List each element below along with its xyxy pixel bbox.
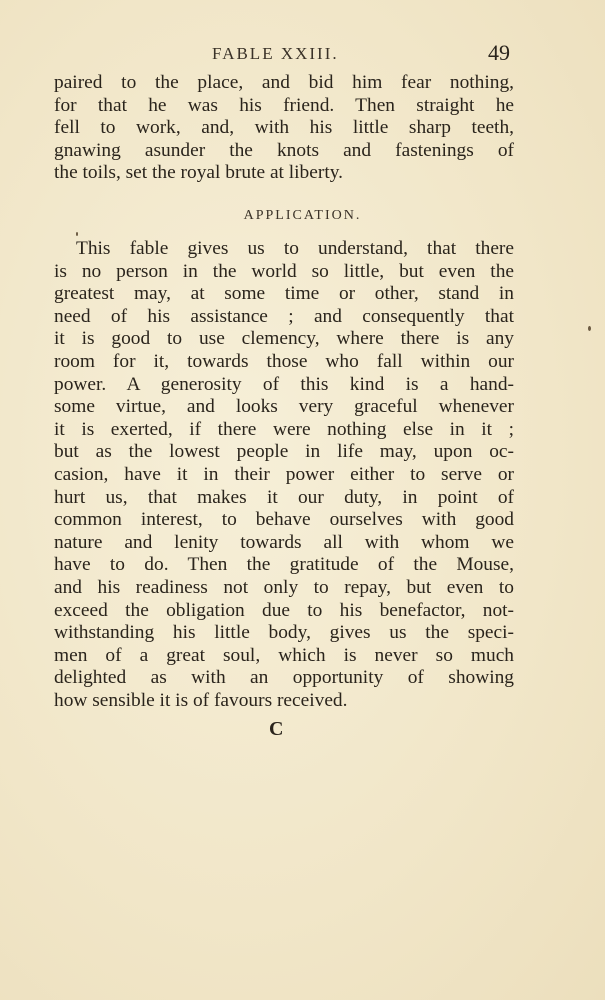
text-line: it is exerted, if there were nothing else in it ; [54,418,514,440]
text-line: This fable gives us to understand, that there [76,238,514,259]
text-line: gnawing asunder the knots and fastenings of [54,139,514,161]
text-line: some virtue, and looks very graceful whenever [54,396,514,418]
text-line: hurt us, that makes it our duty, in point of [54,486,514,508]
text-line: is no person in the world so little, but even the [54,260,514,282]
text-line: men of a great soul, which is never so much [54,644,514,666]
text-line: have to do. Then the gratitude of the Mouse, [54,554,514,576]
text-line: for that he was his friend. Then straight he [54,94,514,116]
text-line: how sensible it is of favours received. [54,689,348,711]
text-line: delighted as with an opportunity of showing [54,667,514,689]
section-heading: APPLICATION. [243,208,362,223]
text-line: exceed the obligation due to his benefactor, not- [54,599,514,621]
text-line: power. A generosity of this kind is a hand- [54,373,514,395]
running-head: FABLE XXIII. [212,44,339,63]
ink-speck [76,232,78,236]
text-line: and his readiness not only to repay, but even to [54,576,514,598]
text-line: casion, have it in their power either to serve or [54,463,514,485]
text-line: need of his assistance ; and consequently that [54,305,514,327]
page-header [0,40,605,70]
application-paragraph [54,238,514,712]
fable-paragraph [54,72,514,185]
text-line: withstanding his little body, gives us the speci- [54,622,514,644]
text-line: room for it, towards those who fall within our [54,350,514,372]
text-line: but as the lowest people in life may, upon oc- [54,441,514,463]
text-line: it is good to use clemency, where there is any [54,328,514,350]
signature-mark: C [269,718,284,740]
page-number: 49 [488,40,510,65]
text-line: the toils, set the royal brute at liberty. [54,162,343,184]
text-line: common interest, to behave ourselves with good [54,509,514,531]
text-line: fell to work, and, with his little sharp teeth, [54,117,514,139]
ink-speck [588,326,591,331]
text-line: paired to the place, and bid him fear nothing, [54,72,514,93]
text-line: greatest may, at some time or other, stand in [54,283,514,305]
text-line: nature and lenity towards all with whom we [54,531,514,553]
